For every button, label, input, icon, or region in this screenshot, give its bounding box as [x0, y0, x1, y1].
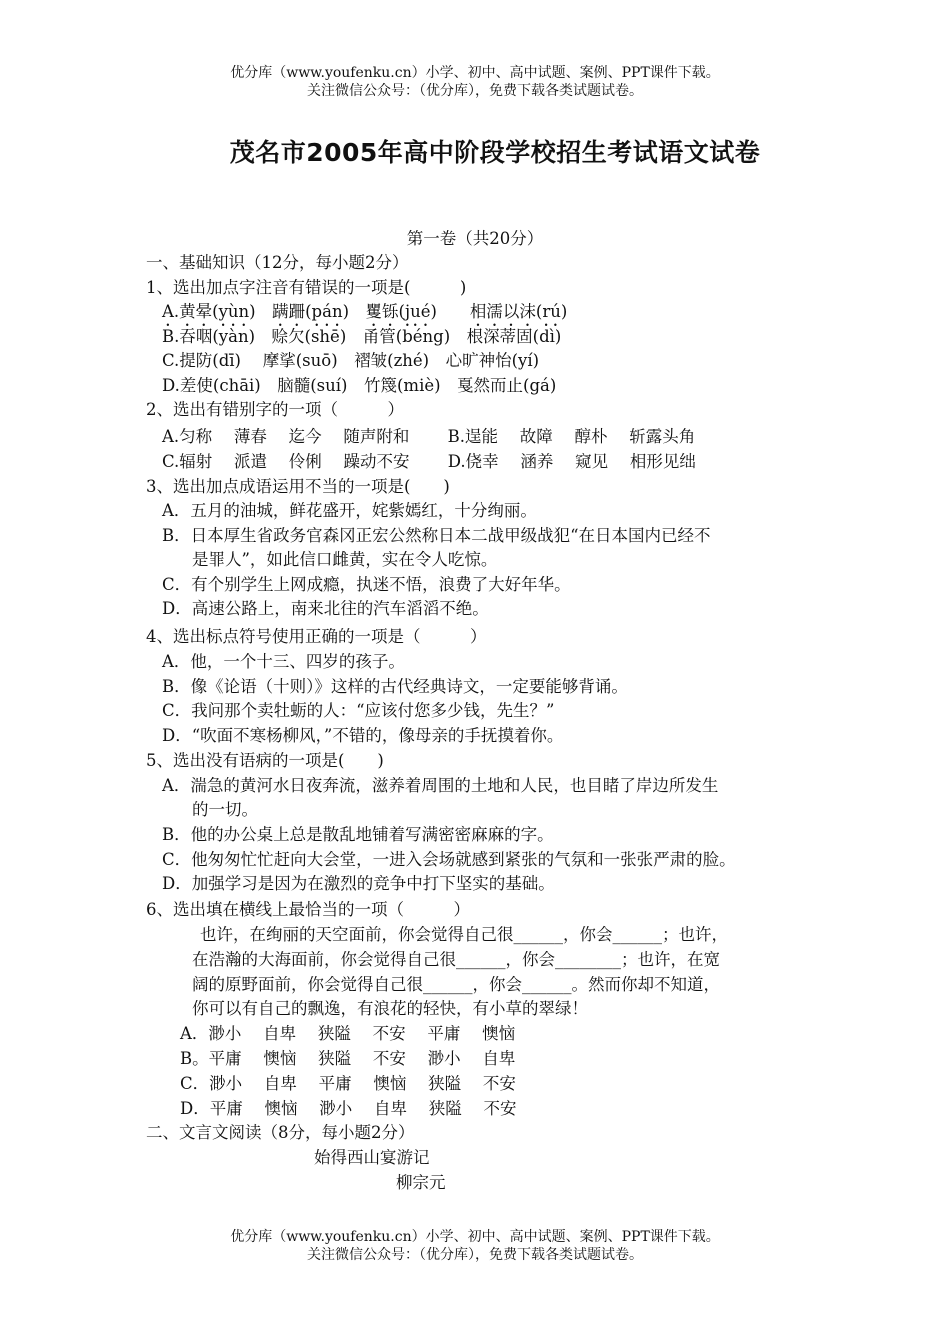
q4-option-a: A．他，一个十三、四岁的孩子。 — [162, 652, 405, 671]
q3-option-c: C．有个别学生上网成瘾，执迷不悟，浪费了大好年华。 — [162, 575, 571, 594]
q5-option-a-line1: A．湍急的黄河水日夜奔流，滋养着周围的土地和人民，也目睹了岸边所发生 — [162, 776, 719, 795]
q2-options-ab: A.匀称 薄春 迄今 随声附和 B.逞能 故障 醇朴 斩露头角 — [162, 427, 696, 446]
section-1-heading: 一、基础知识（12分，每小题2分） — [146, 253, 409, 272]
q3-stem: 3、选出加点成语运用不当的一项是( ) — [146, 477, 450, 496]
q6-option-c: C．渺小 自卑 平庸 懊恼 狭隘 不安 — [180, 1074, 516, 1093]
q6-option-d: D．平庸 懊恼 渺小 自卑 狭隘 不安 — [180, 1099, 517, 1118]
section-2-heading: 二、文言文阅读（8分，每小题2分） — [146, 1123, 415, 1142]
page-header — [0, 64, 950, 100]
q3-option-a: A．五月的油城，鲜花盛开，姹紫嫣红，十分绚丽。 — [162, 501, 537, 520]
q4-option-b: B．像《论语（十则）》这样的古代经典诗文，一定要能够背诵。 — [162, 677, 628, 696]
q5-option-d: D．加强学习是因为在激烈的竞争中打下坚实的基础。 — [162, 874, 555, 893]
q4-stem: 4、选出标点符号使用正确的一项是（ ） — [146, 627, 487, 646]
q4-option-d: D．“吹面不寒杨柳风，”不错的，像母亲的手抚摸着你。 — [162, 726, 564, 745]
passage-title: 始得西山宴游记 — [314, 1148, 430, 1167]
q6-passage-line3: 阔的原野面前，你会觉得自己很______，你会______。然而你却不知道， — [192, 975, 720, 994]
footer-line-2: 关注微信公众号：（优分库），免费下载各类试题试卷。 — [307, 1247, 643, 1263]
passage-author: 柳宗元 — [396, 1173, 446, 1192]
q5-option-c: C．他匆匆忙忙赶向大会堂，一进入会场就感到紧张的气氛和一张张严肃的脸。 — [162, 850, 736, 869]
header-line-2: 关注微信公众号：（优分库），免费下载各类试题试卷。 — [307, 83, 643, 99]
volume-heading: 第一卷（共20分） — [406, 229, 544, 248]
q6-option-a: A．渺小 自卑 狭隘 不安 平庸 懊恼 — [180, 1024, 516, 1043]
q4-option-c: C．我问那个卖牡蛎的人：“应该付您多少钱，先生？” — [162, 701, 555, 720]
q3-option-d: D．高速公路上，南来北往的汽车滔滔不绝。 — [162, 599, 489, 618]
header-line-1: 优分库（www.youfenku.cn）小学、初中、高中试题、案例、PPT课件下载。 — [230, 65, 720, 81]
q5-option-b: B．他的办公桌上总是散乱地铺着写满密密麻麻的字。 — [162, 825, 554, 844]
q3-option-b-line1: B．日本厚生省政务官森冈正宏公然称日本二战甲级战犯“在日本国内已经不 — [162, 526, 711, 545]
q1-option-c: C.提防(dī) 摩挲(suō) 褶皱(zhé) 心旷神怡(yí) — [162, 351, 540, 370]
q5-stem: 5、选出没有语病的一项是( ) — [146, 751, 384, 770]
q2-options-cd: C.辐射 派遣 伶俐 躁动不安 D.侥幸 涵养 窥见 相形见绌 — [162, 452, 696, 471]
q2-stem: 2、选出有错别字的一项（ ） — [146, 400, 404, 419]
q5-option-a-line2: 的一切。 — [192, 800, 258, 819]
page-footer — [0, 1228, 950, 1264]
footer-line-1: 优分库（www.youfenku.cn）小学、初中、高中试题、案例、PPT课件下载。 — [230, 1229, 720, 1245]
q1-option-d: D.差使(chāi) 脑髓(suí) 竹篾(miè) 戛然而止(gá) — [162, 376, 557, 395]
q1-option-a: A.黄晕(yùn) 蹒跚(pán) 矍铄(jué) 相濡以沫(rú) — [162, 302, 568, 321]
q1-stem: 1、选出加点字注音有错误的一项是( ) — [146, 278, 467, 297]
q6-stem: 6、选出填在横线上最恰当的一项（ ） — [146, 900, 470, 919]
q1-option-b: B.吞咽(yàn) 赊欠(shē) 甬管(béng) 根深蒂固(dì) — [162, 327, 562, 346]
q6-passage-line2: 在浩瀚的大海面前，你会觉得自己很______，你会________；也许，在宽 — [192, 950, 720, 969]
q6-option-b: B。平庸 懊恼 狭隘 不安 渺小 自卑 — [180, 1049, 516, 1068]
q6-passage-line4: 你可以有自己的飘逸，有浪花的轻快，有小草的翠绿！ — [192, 999, 588, 1018]
q6-passage-line1: 也许，在绚丽的天空面前，你会觉得自己很______，你会______；也许， — [200, 925, 728, 944]
exam-title: 茂名市2005年高中阶段学校招生考试语文试卷 — [229, 138, 761, 167]
q3-option-b-line2: 是罪人”，如此信口雌黄，实在令人吃惊。 — [192, 550, 498, 569]
